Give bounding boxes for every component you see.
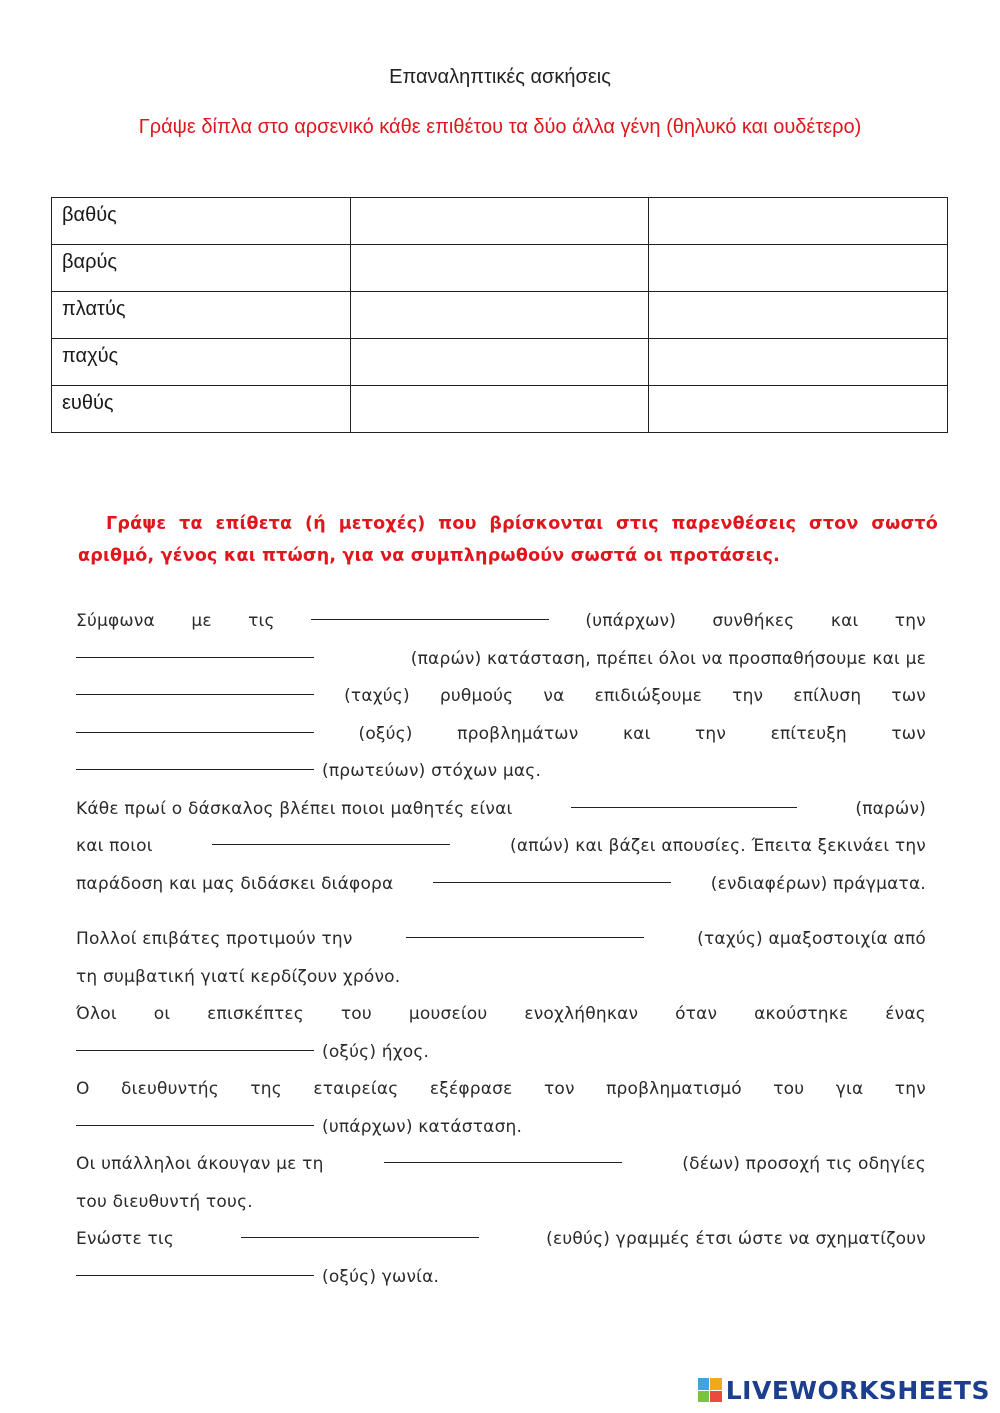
- table-row: [52, 198, 948, 245]
- word: τις: [248, 611, 275, 631]
- feminine-answer-cell[interactable]: [350, 339, 649, 386]
- word: επίλυση: [793, 686, 862, 706]
- answer-blank[interactable]: [241, 1217, 479, 1238]
- feminine-answer-cell[interactable]: [350, 245, 649, 292]
- sentence-text: (υπάρχων) κατάσταση.: [322, 1116, 523, 1137]
- answer-blank[interactable]: [311, 599, 549, 620]
- answer-blank[interactable]: [406, 917, 644, 938]
- answer-blank[interactable]: [76, 1105, 314, 1126]
- exercise-line: [76, 753, 926, 791]
- word: του: [340, 1004, 372, 1024]
- sentence-text: (ταχύς) αμαξοστοιχία από: [697, 929, 926, 949]
- answer-blank[interactable]: [384, 1142, 622, 1163]
- word: την: [695, 723, 727, 744]
- exercise-line: [76, 959, 926, 997]
- word: και: [622, 723, 651, 744]
- sentence-text: (πρωτεύων) στόχων μας.: [322, 761, 542, 781]
- exercise-line: [76, 1259, 926, 1297]
- adjective-gender-table: [51, 197, 948, 433]
- word: με: [191, 611, 212, 631]
- word: την: [894, 1079, 926, 1099]
- sentence-text: τη συμβατική γιατί κερδίζουν χρόνο.: [76, 966, 401, 987]
- sentence-text: Ενώστε τις: [76, 1229, 175, 1249]
- word: των: [891, 686, 926, 706]
- exercise-line: [76, 1146, 926, 1184]
- word: Ο: [76, 1079, 90, 1099]
- exercise-line: [76, 996, 926, 1034]
- answer-blank[interactable]: [571, 787, 797, 808]
- exercise-line: [76, 1184, 926, 1222]
- exercise-line: [76, 678, 926, 716]
- word: την: [732, 686, 764, 706]
- exercise-paragraph-2: [76, 921, 926, 1296]
- sentence-text: (οξύς) ήχος.: [322, 1041, 430, 1062]
- word: και: [830, 611, 859, 631]
- word: ακούστηκε: [754, 1004, 849, 1024]
- word: συνθήκες: [712, 611, 795, 631]
- neuter-answer-cell[interactable]: [649, 198, 948, 245]
- exercise-line: [76, 641, 926, 679]
- sentence-text: Πολλοί επιβάτες προτιμούν την: [76, 929, 353, 949]
- exercise-line: [76, 866, 926, 904]
- answer-blank[interactable]: [76, 749, 314, 770]
- page-title: Επαναληπτικές ασκήσεις: [389, 66, 611, 88]
- exercise-line: [76, 1034, 926, 1072]
- word: μουσείου: [408, 1004, 488, 1024]
- table-row: [52, 386, 948, 433]
- answer-blank[interactable]: [76, 637, 314, 658]
- word: (παρών): [855, 798, 926, 819]
- word: οι: [153, 1004, 171, 1024]
- neuter-answer-cell[interactable]: [649, 245, 948, 292]
- feminine-answer-cell[interactable]: [350, 292, 649, 339]
- word: επίτευξη: [770, 723, 847, 744]
- sentence-text: του διευθυντή τους.: [76, 1191, 253, 1212]
- exercise-line: [76, 828, 926, 866]
- word: επισκέπτες: [207, 1004, 304, 1024]
- exercise-paragraph-1: [76, 603, 926, 903]
- word: τον: [543, 1079, 575, 1099]
- masculine-cell: πλατύς: [52, 292, 351, 339]
- exercise-line: [76, 1221, 926, 1259]
- word: εταιρείας: [313, 1079, 399, 1099]
- sentence-text: (οξύς) γωνία.: [322, 1266, 440, 1287]
- answer-blank[interactable]: [76, 712, 314, 733]
- brand-name: LIVEWORKSHEETS: [725, 1375, 990, 1405]
- word: εξέφρασε: [429, 1079, 513, 1099]
- masculine-cell: βαρύς: [52, 245, 351, 292]
- feminine-answer-cell[interactable]: [350, 198, 649, 245]
- word: της: [250, 1079, 282, 1099]
- word: Όλοι: [76, 1004, 117, 1024]
- sentence-text: Κάθε πρωί ο δάσκαλος βλέπει ποιοι μαθητές είναι: [76, 798, 513, 819]
- sentence-text: (ενδιαφέρων) πράγματα.: [710, 873, 926, 894]
- word: των: [891, 723, 926, 744]
- instruction-fill-blanks: Γράψε τα επίθετα (ή μετοχές) που βρίσκονται στις παρενθέσεις στον σωστό αριθμό, γένος και πτώση, για να συμπληρωθούν σωστά οι προτάσεις.: [78, 514, 938, 566]
- exercise-line: [76, 921, 926, 959]
- exercise-line: [76, 603, 926, 641]
- instruction-adjective-genders: Γράψε δίπλα στο αρσενικό κάθε επιθέτου τα δύο άλλα γένη (θηλυκό και ουδέτερο): [138, 116, 862, 138]
- exercise-line: [76, 1071, 926, 1109]
- table-row: [52, 245, 948, 292]
- word: του: [773, 1079, 805, 1099]
- liveworksheets-brand: [698, 1375, 990, 1405]
- word: ένας: [885, 1004, 926, 1024]
- table-row: [52, 292, 948, 339]
- exercise-line: [76, 791, 926, 829]
- word: επιδιώξουμε: [594, 686, 703, 706]
- answer-blank[interactable]: [76, 1030, 314, 1051]
- word: να: [543, 686, 565, 706]
- neuter-answer-cell[interactable]: [649, 339, 948, 386]
- word: Σύμφωνα: [76, 611, 155, 631]
- answer-blank[interactable]: [76, 674, 314, 695]
- word: διευθυντής: [121, 1079, 219, 1099]
- answer-blank[interactable]: [433, 862, 671, 883]
- word: (ταχύς): [344, 686, 410, 706]
- sentence-text: (ευθύς) γραμμές έτσι ώστε να σχηματίζουν: [546, 1229, 926, 1249]
- word: για: [835, 1079, 864, 1099]
- word: όταν: [675, 1004, 718, 1024]
- table-row: [52, 339, 948, 386]
- sentence-text: (δέων) προσοχή τις οδηγίες: [682, 1154, 926, 1174]
- liveworksheets-logo-icon: [698, 1378, 722, 1402]
- masculine-cell: ευθύς: [52, 386, 351, 433]
- sentence-text: Οι υπάλληλοι άκουγαν με τη: [76, 1154, 324, 1174]
- masculine-cell: βαθύς: [52, 198, 351, 245]
- word: ρυθμούς: [439, 686, 514, 706]
- neuter-answer-cell[interactable]: [649, 386, 948, 433]
- word: ενοχλήθηκαν: [524, 1004, 639, 1024]
- feminine-answer-cell[interactable]: [350, 386, 649, 433]
- word: προβληματισμό: [606, 1079, 742, 1099]
- word: (υπάρχων): [585, 611, 677, 631]
- sentence-text: (απών) και βάζει απουσίες. Έπειτα ξεκινάει την: [510, 836, 926, 856]
- exercise-line: [76, 1109, 926, 1147]
- word: (οξύς): [358, 723, 413, 744]
- masculine-cell: παχύς: [52, 339, 351, 386]
- sentence-text: και ποιοι: [76, 836, 153, 856]
- neuter-answer-cell[interactable]: [649, 292, 948, 339]
- sentence-text: παράδοση και μας διδάσκει διάφορα: [76, 873, 394, 894]
- word: την: [894, 611, 926, 631]
- word: προβλημάτων: [457, 723, 579, 744]
- answer-blank[interactable]: [212, 824, 450, 845]
- sentence-text: (παρών) κατάσταση, πρέπει όλοι να προσπαθήσουμε και με: [410, 648, 926, 669]
- exercise-line: [76, 716, 926, 754]
- answer-blank[interactable]: [76, 1255, 314, 1276]
